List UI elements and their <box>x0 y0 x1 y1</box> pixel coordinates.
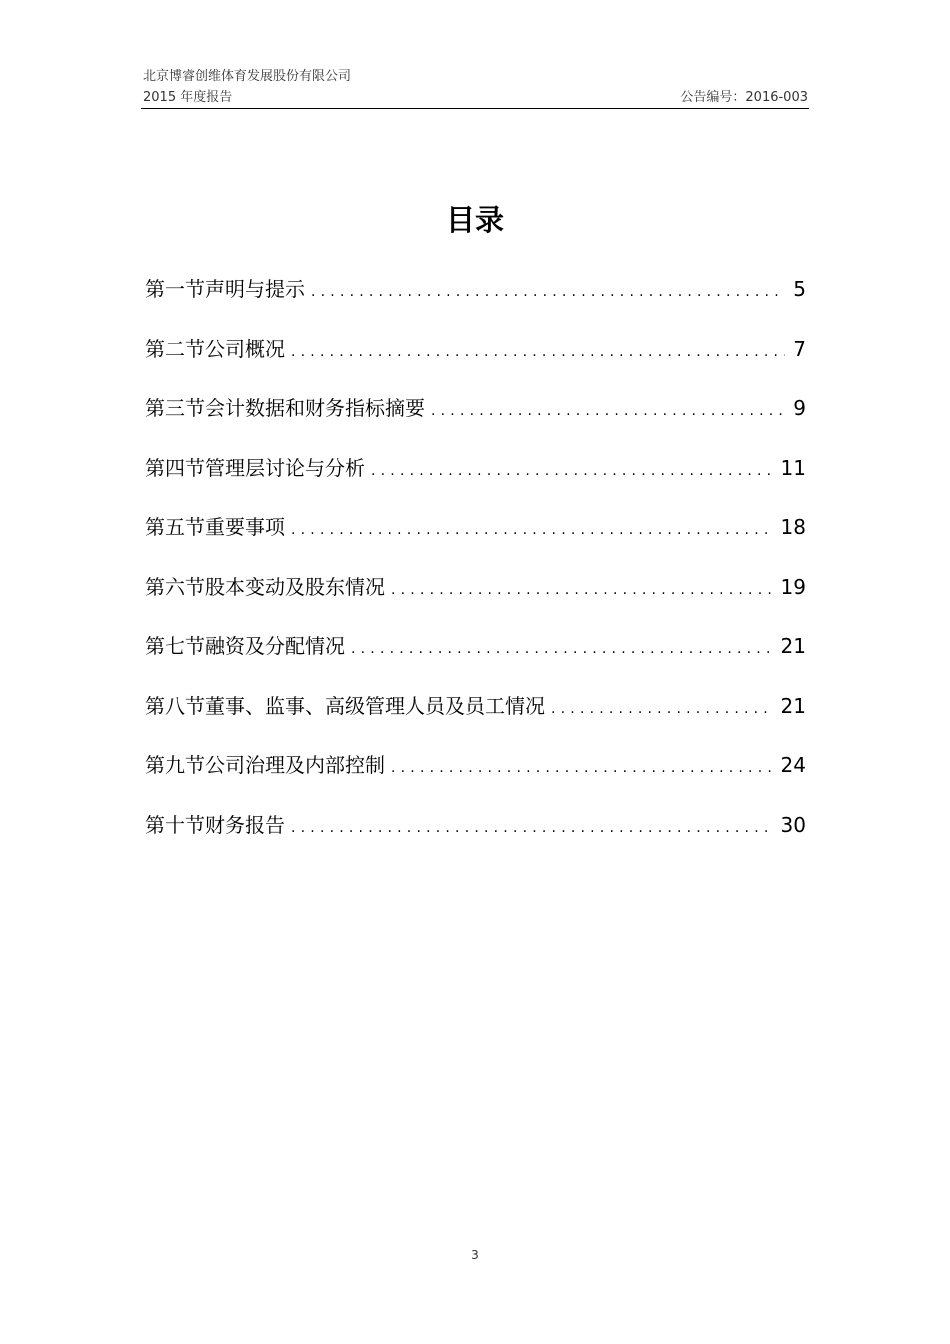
report-name: 2015 年度报告 <box>143 90 233 105</box>
toc-dot-leader <box>291 501 773 561</box>
table-of-contents <box>145 260 806 855</box>
toc-dot-leader <box>351 620 773 680</box>
toc-entry-page: 21 <box>780 693 806 718</box>
toc-entry-label: 第二节公司概况 <box>145 336 285 361</box>
toc-entry[interactable] <box>145 617 806 677</box>
toc-entry-label: 第四节管理层讨论与分析 <box>145 455 365 480</box>
toc-entry[interactable] <box>145 498 806 558</box>
toc-entry-label: 第六节股本变动及股东情况 <box>145 574 385 599</box>
page-number: 3 <box>471 1248 479 1262</box>
toc-dot-leader <box>551 680 773 740</box>
toc-dot-leader <box>291 323 785 383</box>
page-title: 目录 <box>445 203 504 237</box>
toc-entry-label: 第三节会计数据和财务指标摘要 <box>145 396 425 420</box>
toc-entry-page: 19 <box>780 574 806 599</box>
toc-dot-leader <box>391 739 773 799</box>
toc-dot-leader <box>311 263 785 323</box>
toc-entry[interactable] <box>145 439 806 499</box>
announcement-number: 公告编号：2016-003 <box>680 90 808 105</box>
toc-entry-label: 第八节董事、监事、高级管理人员及员工情况 <box>145 693 545 718</box>
toc-entry-page: 11 <box>780 455 806 480</box>
company-name: 北京博睿创维体育发展股份有限公司 <box>143 69 352 84</box>
toc-entry-page: 24 <box>780 753 806 777</box>
toc-dot-leader <box>291 799 773 859</box>
toc-entry-label: 第九节公司治理及内部控制 <box>145 753 385 777</box>
toc-entry-label: 第一节声明与提示 <box>145 277 305 301</box>
header-divider <box>141 108 809 109</box>
toc-entry-label: 第五节重要事项 <box>145 515 285 539</box>
toc-entry-label: 第七节融资及分配情况 <box>145 634 345 658</box>
toc-entry-page: 18 <box>780 515 806 539</box>
toc-entry[interactable] <box>145 320 806 380</box>
toc-dot-leader <box>431 382 785 442</box>
toc-entry[interactable] <box>145 677 806 737</box>
toc-entry-label: 第十节财务报告 <box>145 812 285 837</box>
toc-entry[interactable] <box>145 796 806 856</box>
toc-entry-page: 30 <box>780 812 806 837</box>
toc-dot-leader <box>391 561 773 621</box>
toc-entry-page: 21 <box>780 634 806 658</box>
toc-entry[interactable] <box>145 558 806 618</box>
toc-entry-page: 7 <box>793 336 806 361</box>
toc-entry-page: 5 <box>793 277 806 301</box>
page-header-left <box>143 66 351 108</box>
toc-entry[interactable] <box>145 736 806 796</box>
toc-entry[interactable] <box>145 260 806 320</box>
toc-entry-page: 9 <box>793 396 806 420</box>
toc-entry[interactable] <box>145 379 806 439</box>
toc-dot-leader <box>371 442 773 502</box>
